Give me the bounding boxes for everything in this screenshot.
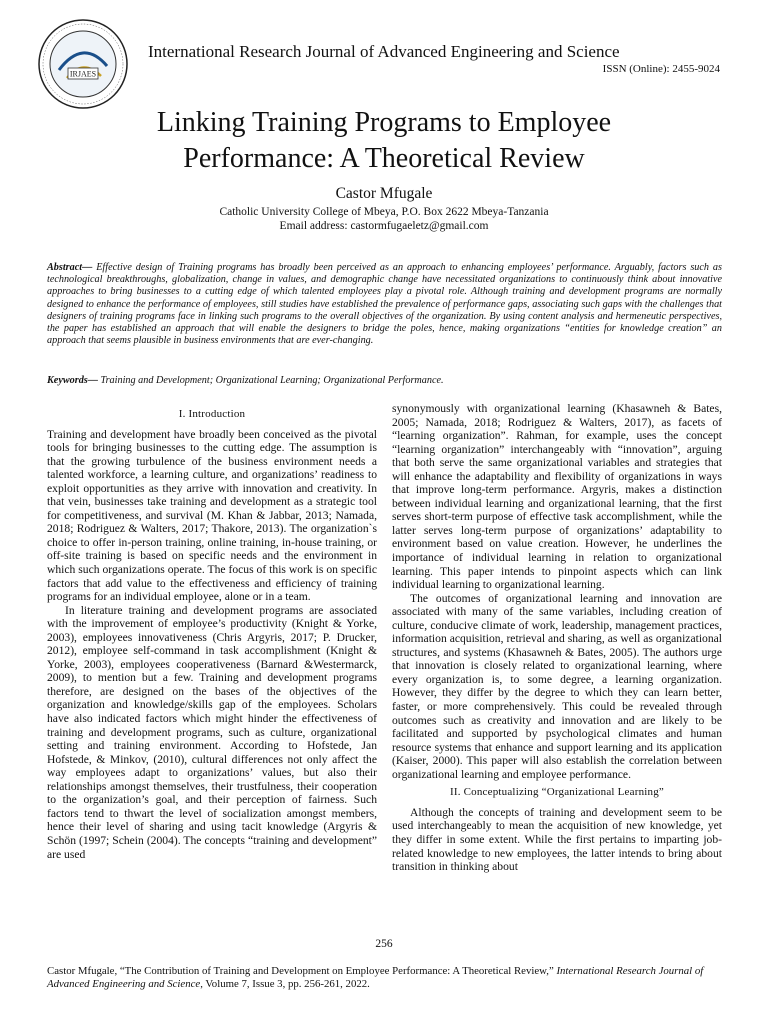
abstract-label: Abstract— (47, 262, 93, 273)
paragraph: The outcomes of organizational learning and innovation are associated with many of the same variables, including creation of culture, conducive climate of work, leadership, management practices, information acquisition, retrieval and sharing, as well as organizational structures, and systems (Khasawneh & Bates, 2005). The authors urge that innovation is closely related to organizational learning, where every organization is, to some degree, a learning organization. However, they differ by the degree to which they can learn better, faster, or more comprehensively. This could be revealed through outcomes such as creativity and innovation and are likely to be facilitated and supported by psychological climates and human resource systems that enhance and support learning and its application (Kaiser, 2000). This paper will also establish the correlation between organizational learning and employee performance. (392, 591, 722, 781)
abstract-text: Effective design of Training programs has broadly been perceived as an approach to enhancing employees’ performance. Arguably, factors such as technological breakthroughs, globalization, change in values, and demographic change have necessitated organizations to continuously think about innovative approaches to bring businesses to a cutting edge of which talented employees play a pivotal role. Although training and development programs are normally designed to enhance the performance of employees, still studies have established the prevalence of performance gaps, associating such gaps with the challenges that designers of training programs face in linking such programs to the overall objectives of the organization. By using content analysis and hermeneutic perspectives, the paper has established an approach that will enable the designers to bridge the poles, hence, making organizations “entities for knowledge creation” an approach that seems plausible in business environments that are ever-changing. (47, 262, 722, 347)
keywords-label: Keywords— (47, 375, 98, 386)
paragraph: synonymously with organizational learning (Khasawneh & Bates, 2005; Namada, 2018; Rodriguez & Walters, 2017), as facets of “learning organization”. Rahman, for example, uses the concept “learning organization” interchangeably with “innovation”, arguing that both serve the same organizational variables and strategies that will enhance the adaptability and flexibility of organizations in ways that improve long-term performance. Argyris, makes a distinction between individual learning and organizational learning, that the first serves short-term purpose of effective task accomplishment, while the latter serves long-term purpose of organizations’ adaptability to environment based on value creation. However, he underlines the importance of individual learning in relation to organizational learning. This paper intends to pinpoint aspects which can link individual learning to organizational learning. (392, 402, 722, 592)
author-name: Castor Mfugale (335, 185, 433, 202)
abstract (47, 262, 722, 347)
title-line-1: Linking Training Programs to Employee (156, 107, 612, 138)
author-affiliation (0, 205, 768, 233)
issn: ISSN (Online): 2455-9024 (602, 63, 720, 75)
author-email: Email address: castormfugaeletz@gmail.com (279, 220, 489, 232)
svg-text:IRJAES: IRJAES (69, 69, 97, 79)
section-heading-introduction: I. Introduction (178, 408, 246, 420)
citation-text: Castor Mfugale, “The Contribution of Training and Development on Employee Performance: A Theoretical Review,” (47, 965, 557, 977)
footer-citation (47, 965, 722, 991)
paper-title (0, 105, 768, 177)
citation-journal: International Research Journal of Advanced Engineering and Science (47, 965, 704, 990)
citation-tail: , Volume 7, Issue 3, pp. 256-261, 2022. (200, 978, 370, 990)
left-column (47, 402, 377, 861)
paragraph: Although the concepts of training and development seem to be used interchangeably to mean the acquisition of new knowledge, yet they differ in some extent. While the first pertains to imparting job-related knowledge to new employees, the latter intends to bring about transition in thinking about (392, 805, 722, 874)
journal-logo-icon (37, 18, 129, 110)
title-line-2: Performance: A Theoretical Review (183, 143, 585, 174)
keywords-text: Training and Development; Organizational Learning; Organizational Performance. (97, 375, 444, 386)
journal-name: International Research Journal of Advanced Engineering and Science (148, 42, 620, 61)
paragraph: Training and development have broadly been conceived as the pivotal tools for bringing businesses to the cutting edge. The assumption is that the growing turbulence of the business environment needs a talented workforce, a learning culture, and organizations’ readiness to exploit opportunities as they arrive with innovation and creativity. In that vein, businesses take training and development as a strategic tool for competitiveness, and survival (M. Khan & Jabbar, 2013; Namada, 2018; Rodriguez & Walters, 2017; Thakore, 2013). The organization`s choice to offer in-person training, online training, in-house training, or off-site training is based on specific needs and the environment in which such organizations operate. The focus of this work is on specific factors that add value to the effectiveness and efficiency of training programs for an individual employee, alone or in a team. (47, 427, 377, 604)
keywords (47, 375, 722, 386)
affiliation: Catholic University College of Mbeya, P.O. Box 2622 Mbeya-Tanzania (219, 206, 549, 218)
right-column (392, 402, 722, 874)
paragraph: In literature training and development programs are associated with the improvement of employee’s productivity (Knight & Yorke, 2003), employees innovativeness (Chris Argyris, 2017; P. Drucker, 2012), employee self-command in task accomplishment (Knight & Yorke, 2003), employees cooperativeness (Barnard &Westermarck, 2009), to mention but a few. Training and development programs therefore, are designed on the bases of the objectives of the organization and knowledge/skills gap of the employees. Scholars have also indicated factors which might hinder the effectiveness of training and development programs, such as culture, organizational setting and training environment. According to Hofstede, Jan Hofstede, & Minkov, (2010), cultural differences not only affect the way employees adapt to organizations’ values, but also their relationships amongst themselves, their trustfulness, their cooperation to the organization’s goal, and their perception of fairness. Such factors tend to thwart the level of socialization amongst members, hence their level of sharing and using tacit knowledge (Argyris & Schön (1997; Schein (2004). The concepts “training and development” are used (47, 603, 377, 861)
section-heading-conceptualizing: II. Conceptualizing “Organizational Learning” (449, 786, 665, 799)
page-number: 256 (375, 938, 393, 950)
